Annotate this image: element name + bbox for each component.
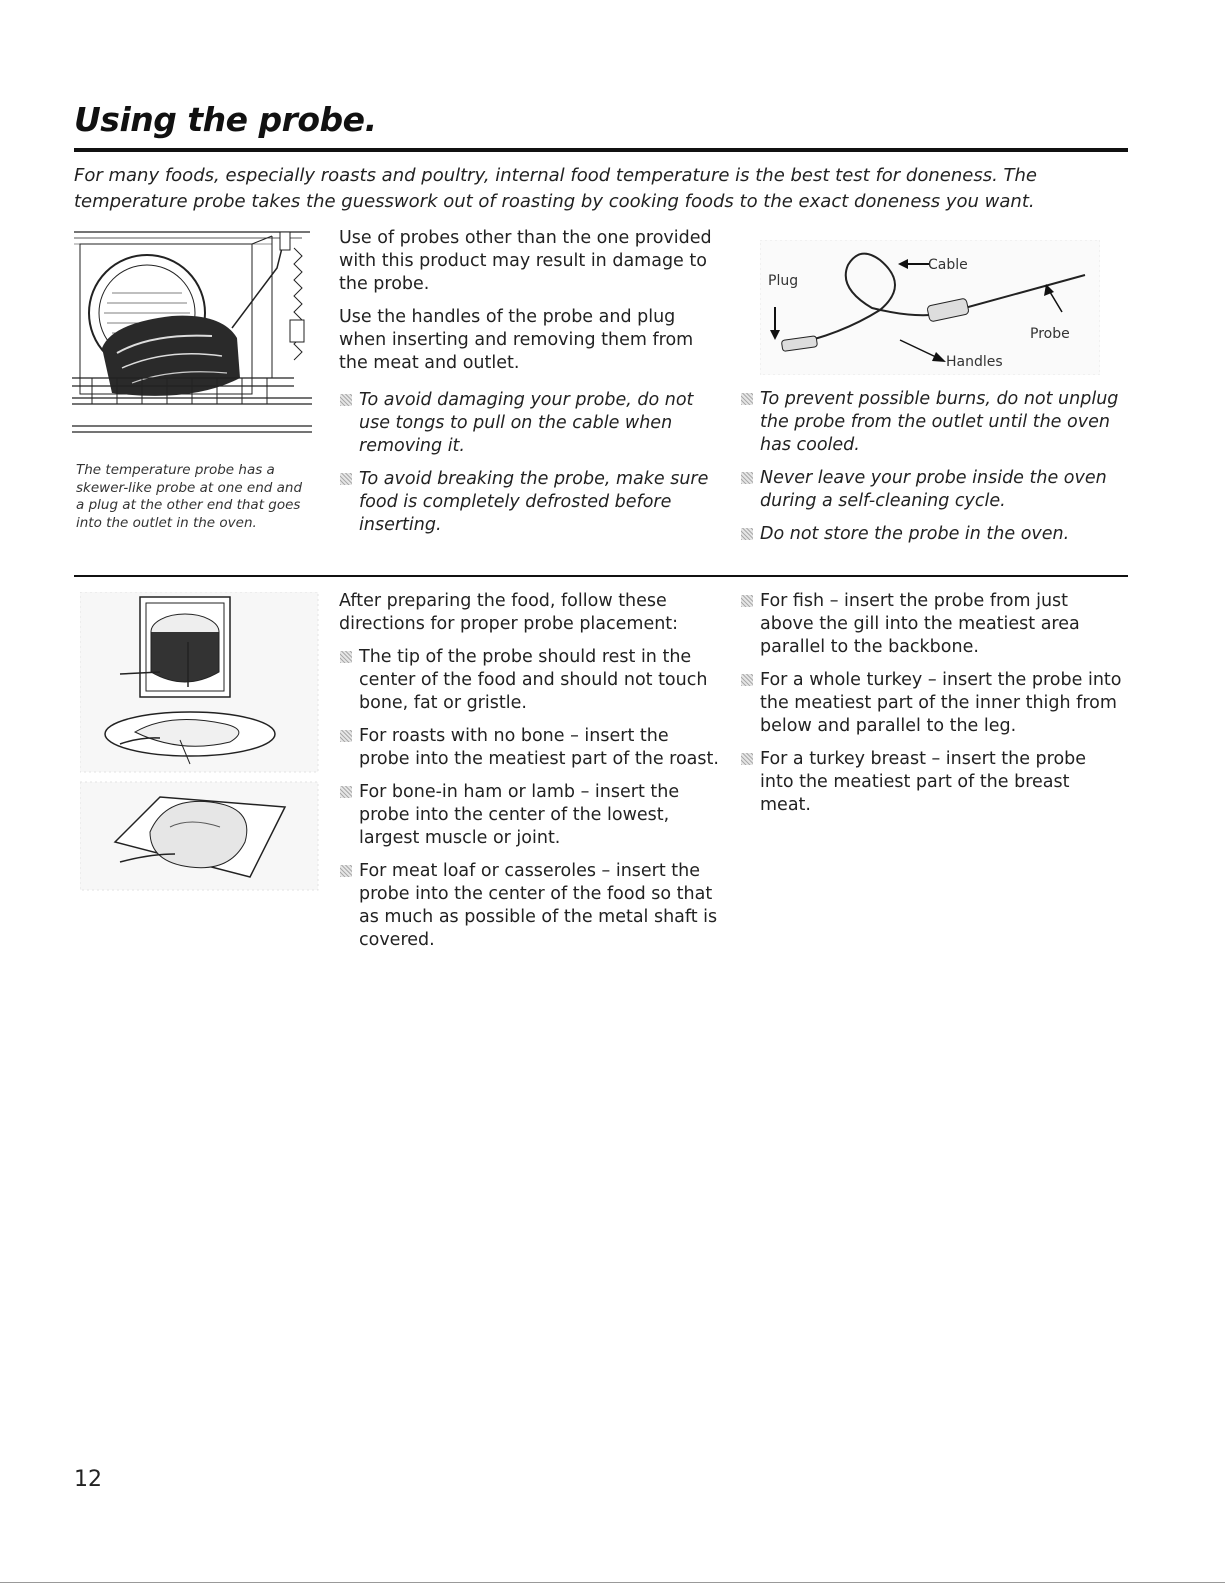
oven-probe-illustration bbox=[72, 228, 317, 443]
bullet-item: For roasts with no bone – insert the probe into the meatiest part of the roast. bbox=[339, 725, 724, 771]
bullet-square-icon bbox=[340, 786, 352, 798]
placement-lead: After preparing the food, follow these directions for proper probe placement: bbox=[339, 591, 679, 634]
bullet-square-icon bbox=[340, 473, 352, 485]
probe-caption: The temperature probe has a skewer-like probe at one end and a plug at the other end that goes into the outlet in the oven. bbox=[76, 462, 303, 531]
bullet-square-icon bbox=[340, 394, 352, 406]
page-title: Using the probe. bbox=[74, 100, 377, 139]
bullet-item: To avoid damaging your probe, do not use tongs to pull on the cable when removing it. bbox=[339, 389, 714, 458]
section1-middle-column bbox=[339, 227, 714, 547]
section2-right-column bbox=[740, 590, 1125, 827]
page-number: 12 bbox=[74, 1467, 102, 1492]
bullet-item: For a whole turkey – insert the probe into the meatiest part of the inner thigh from below and parallel to the leg. bbox=[740, 669, 1125, 738]
bullet-square-icon bbox=[340, 730, 352, 742]
title-rule bbox=[74, 148, 1128, 152]
handles-paragraph: Use the handles of the probe and plug when inserting and removing them from the meat and outlet. bbox=[339, 307, 694, 373]
probe-warning-paragraph: Use of probes other than the one provided with this product may result in damage to the probe. bbox=[339, 228, 712, 294]
food-probe-placement-illustrations bbox=[80, 592, 320, 892]
bullet-square-icon bbox=[340, 865, 352, 877]
probe-label: Probe bbox=[1030, 326, 1070, 342]
bullet-item: Do not store the probe in the oven. bbox=[740, 523, 1125, 546]
bullet-item: The tip of the probe should rest in the center of the food and should not touch bone, fat or gristle. bbox=[339, 646, 724, 715]
bullet-square-icon bbox=[741, 595, 753, 607]
intro-text: For many foods, especially roasts and poultry, internal food temperature is the best test for doneness. The temperature probe takes the guesswork out of roasting by cooking foods to the exact doneness you want. bbox=[74, 165, 1037, 212]
page-edge-line bbox=[0, 1582, 1225, 1583]
bullet-item: Never leave your probe inside the oven during a self-cleaning cycle. bbox=[740, 467, 1125, 513]
bullet-square-icon bbox=[741, 674, 753, 686]
handles-label: Handles bbox=[946, 354, 1003, 370]
section2-middle-column bbox=[339, 590, 724, 962]
bullet-square-icon bbox=[741, 753, 753, 765]
plug-label: Plug bbox=[768, 273, 799, 289]
bullet-square-icon bbox=[741, 393, 753, 405]
bullet-square-icon bbox=[741, 528, 753, 540]
bullet-square-icon bbox=[741, 472, 753, 484]
bullet-item: For bone-in ham or lamb – insert the probe into the center of the lowest, largest muscle or joint. bbox=[339, 781, 724, 850]
bullet-item: For fish – insert the probe from just above the gill into the meatiest area parallel to the backbone. bbox=[740, 590, 1125, 659]
bullet-item: To avoid breaking the probe, make sure food is completely defrosted before inserting. bbox=[339, 468, 714, 537]
section1-right-column bbox=[740, 388, 1125, 556]
bullet-item: To prevent possible burns, do not unplug the probe from the outlet until the oven has cooled. bbox=[740, 388, 1125, 457]
bullet-item: For a turkey breast – insert the probe into the meatiest part of the breast meat. bbox=[740, 748, 1125, 817]
cable-label: Cable bbox=[928, 257, 968, 273]
section-divider bbox=[74, 575, 1128, 577]
bullet-square-icon bbox=[340, 651, 352, 663]
probe-parts-diagram bbox=[760, 240, 1100, 375]
bullet-item: For meat loaf or casseroles – insert the probe into the center of the food so that as much as possible of the metal shaft is covered. bbox=[339, 860, 724, 952]
